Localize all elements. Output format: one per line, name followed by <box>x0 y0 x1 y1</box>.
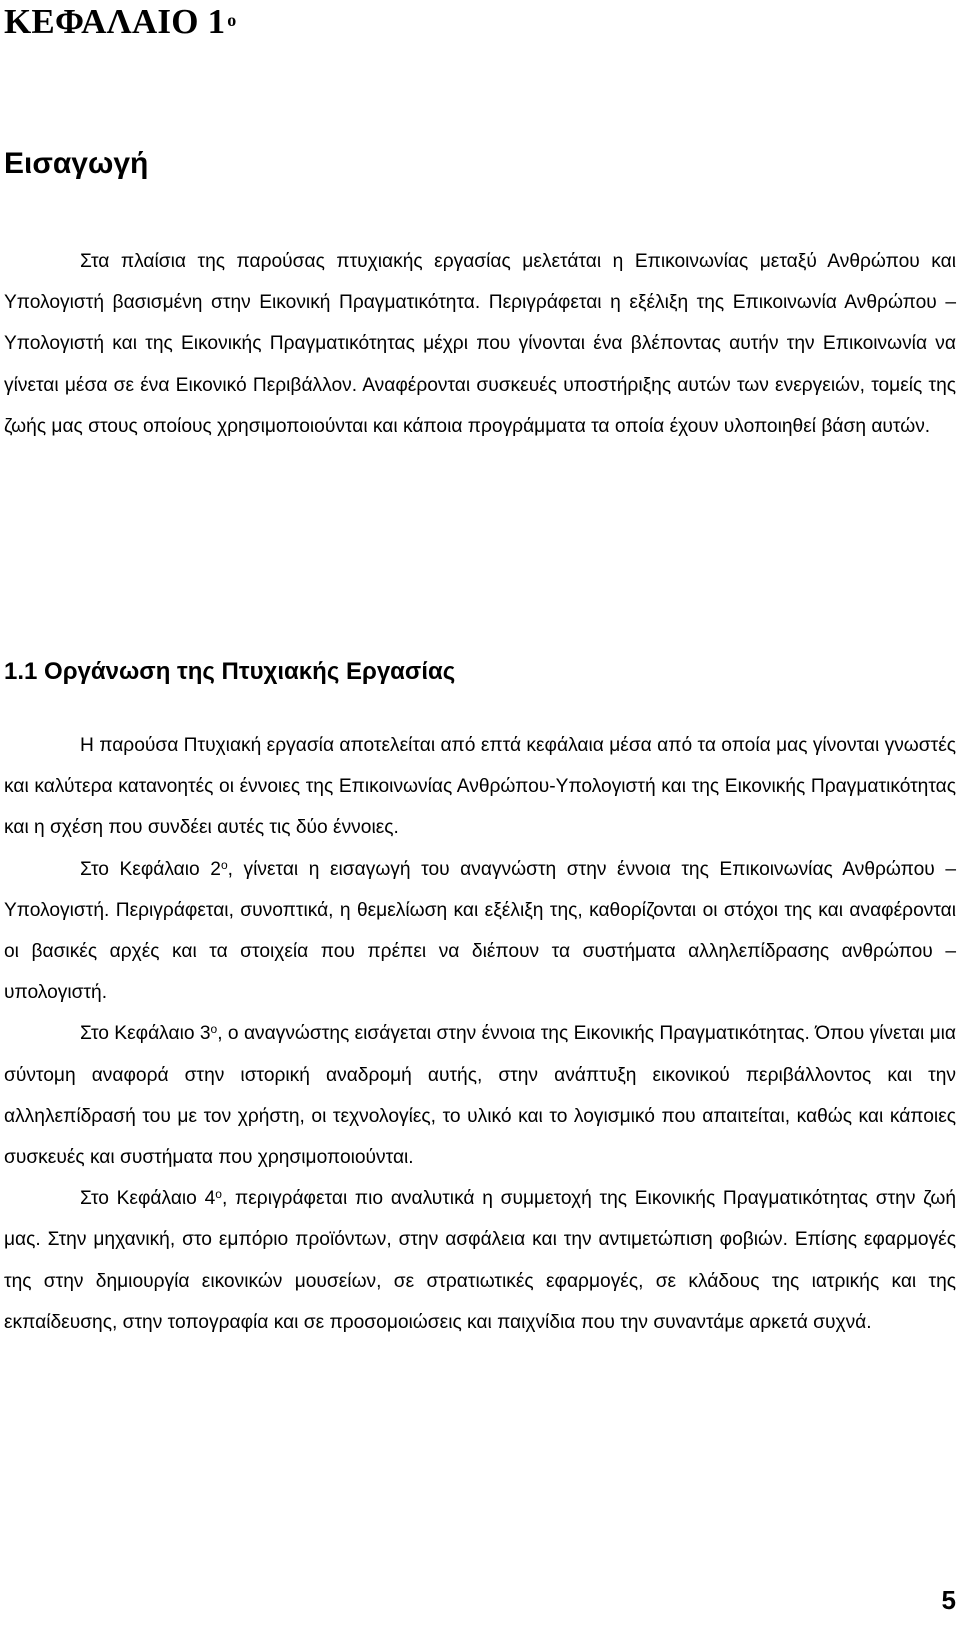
chapter-2-description: , γίνεται η εισαγωγή του αναγνώστη στην έννοια της Επικοινωνίας Ανθρώπου – Υπολογιστή. Περιγράφεται, συνοπτικά, η θεμελίωση και εξέλιξη της, καθορίζονται οι στόχοι της και αναφέρονται οι βασικές αρχές και τα στοιχεία που πρέπει να διέπουν τα συστήματα αλληλεπίδρασης ανθρώπου – υπολογιστή. <box>4 858 956 1004</box>
chapter-title-ordinal: ο <box>227 10 237 30</box>
intro-section <box>4 241 956 447</box>
section-paragraph-1: Η παρούσα Πτυχιακή εργασία αποτελείται από επτά κεφάλαια μέσα από τα οποία μας γίνονται γνωστές και καλύτερα κατανοητές οι έννοιες της Επικοινωνίας Ανθρώπου-Υπολογιστή και της Εικονικής Πραγματικότητας και η σχέση που συνδέει αυτές τις δύο έννοιες. <box>4 735 956 839</box>
chapter-2-ordinal: ο <box>220 857 228 872</box>
section-paragraph-4 <box>4 1178 956 1343</box>
chapter-4-ref: Στο Κεφάλαιο 4 <box>80 1188 216 1210</box>
section-body <box>4 725 956 1343</box>
intro-heading: Εισαγωγή <box>4 147 149 180</box>
section-paragraph-2 <box>4 849 956 1014</box>
page-number: 5 <box>941 1585 956 1615</box>
section-heading: 1.1 Οργάνωση της Πτυχιακής Εργασίας <box>4 658 456 685</box>
chapter-3-ordinal: ο <box>210 1022 218 1037</box>
chapter-title-text: ΚΕΦΑΛΑΙΟ 1 <box>4 2 226 41</box>
section-paragraph-3 <box>4 1013 956 1178</box>
intro-paragraph: Στα πλαίσια της παρούσας πτυχιακής εργασίας μελετάται η Επικοινωνίας μεταξύ Ανθρώπου και Υπολογιστή βασισμένη στην Εικονική Πραγματικότητα. Περιγράφεται η εξέλιξη της Επικοινωνία Ανθρώπου –Υπολογιστή και της Εικονικής Πραγματικότητας μέχρι που γίνονται ένα βλέποντας αυτήν την Επικοινωνία να γίνεται μέσα σε ένα Εικονικό Περιβάλλον. Αναφέρονται συσκευές υποστήριξης αυτών των ενεργειών, τομείς της ζωής μας στους οποίους χρησιμοποιούνται και κάποια προγράμματα τα οποία έχουν υλοποιηθεί βάση αυτών. <box>4 251 956 437</box>
chapter-title <box>4 2 236 42</box>
chapter-4-ordinal: ο <box>215 1187 222 1202</box>
chapter-3-ref: Στο Κεφάλαιο 3 <box>80 1023 211 1045</box>
chapter-4-description: , περιγράφεται πιο αναλυτικά η συμμετοχή της Εικονικής Πραγματικότητας στην ζωή μας. Στην μηχανική, στο εμπόριο προϊόντων, στην ασφάλεια και την αντιμετώπιση φοβιών. Επίσης εφαρμογές της στην δημιουργία εικονικών μουσείων, σε στρατιωτικές εφαρμογές, σε κλάδους της ιατρικής και της εκπαίδευσης, στην τοπογραφία και σε προσομοιώσεις και παιχνίδια που την συναντάμε αρκετά συχνά. <box>4 1188 956 1333</box>
chapter-2-ref: Στο Κεφάλαιο 2 <box>80 858 221 880</box>
chapter-3-description: , ο αναγνώστης εισάγεται στην έννοια της Εικονικής Πραγματικότητας. Όπου γίνεται μια σύντομη αναφορά στην ιστορική αναδρομή αυτής, στην ανάπτυξη εικονικού περιβάλλοντος και την αλληλεπίδρασή του με τον χρήστη, οι τεχνολογίες, το υλικό και το λογισμικό που απαιτείται, καθώς και κάποιες συσκευές και συστήματα που χρησιμοποιούνται. <box>4 1023 956 1169</box>
